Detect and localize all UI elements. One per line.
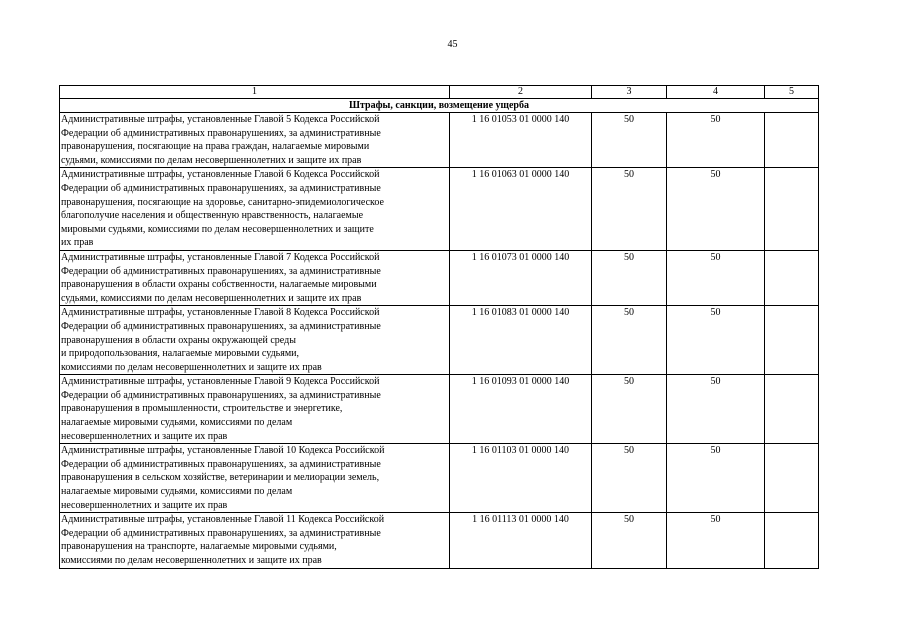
table-row bbox=[60, 113, 819, 168]
description-line: налагаемые мировыми судьями, комиссиями по делам bbox=[61, 486, 293, 498]
value-col4: 50 bbox=[667, 168, 765, 251]
column-header-4: 4 bbox=[667, 86, 765, 99]
value-col3: 50 bbox=[592, 250, 667, 305]
budget-code: 1 16 01073 01 0000 140 bbox=[450, 250, 592, 305]
value-col5 bbox=[765, 306, 819, 375]
description-line: Федерации об административных правонарушениях, за административные bbox=[61, 527, 381, 539]
description-line: Федерации об административных правонарушениях, за административные bbox=[61, 389, 381, 401]
value-col4: 50 bbox=[667, 513, 765, 568]
budget-code: 1 16 01063 01 0000 140 bbox=[450, 168, 592, 251]
budget-code: 1 16 01113 01 0000 140 bbox=[450, 513, 592, 568]
budget-code: 1 16 01103 01 0000 140 bbox=[450, 444, 592, 513]
budget-code: 1 16 01053 01 0000 140 bbox=[450, 113, 592, 168]
description-line: судьями, комиссиями по делам несовершеннолетних и защите их прав bbox=[61, 154, 362, 166]
column-header-1: 1 bbox=[60, 86, 450, 99]
budget-code: 1 16 01093 01 0000 140 bbox=[450, 375, 592, 444]
description-line: Федерации об административных правонарушениях, за административные bbox=[61, 320, 381, 332]
column-header-3: 3 bbox=[592, 86, 667, 99]
value-col5 bbox=[765, 513, 819, 568]
description-line: Федерации об административных правонарушениях, за административные bbox=[61, 265, 381, 277]
row-description bbox=[60, 444, 450, 513]
description-line: правонарушения в промышленности, строительстве и энергетике, bbox=[61, 403, 343, 415]
value-col4: 50 bbox=[667, 444, 765, 513]
row-description bbox=[60, 306, 450, 375]
budget-code: 1 16 01083 01 0000 140 bbox=[450, 306, 592, 375]
description-line: несовершеннолетних и защите их прав bbox=[61, 430, 228, 442]
description-line: правонарушения в сельском хозяйстве, ветеринарии и мелиорации земель, bbox=[61, 472, 380, 484]
value-col4: 50 bbox=[667, 113, 765, 168]
value-col3: 50 bbox=[592, 444, 667, 513]
description-line: Административные штрафы, установленные Главой 6 Кодекса Российской bbox=[61, 169, 380, 181]
row-description bbox=[60, 513, 450, 568]
description-line: правонарушения, посягающие на здоровье, санитарно-эпидемиологическое bbox=[61, 196, 384, 208]
value-col4: 50 bbox=[667, 250, 765, 305]
column-number-row bbox=[60, 86, 819, 99]
description-line: их прав bbox=[61, 237, 94, 249]
value-col5 bbox=[765, 444, 819, 513]
description-line: Административные штрафы, установленные Главой 9 Кодекса Российской bbox=[61, 376, 380, 388]
value-col3: 50 bbox=[592, 375, 667, 444]
value-col5 bbox=[765, 113, 819, 168]
budget-table bbox=[59, 85, 819, 569]
row-description bbox=[60, 113, 450, 168]
description-line: налагаемые мировыми судьями, комиссиями по делам bbox=[61, 417, 293, 429]
table-body bbox=[60, 86, 819, 569]
value-col4: 50 bbox=[667, 306, 765, 375]
description-line: правонарушения в области охраны собственности, налагаемые мировыми bbox=[61, 279, 377, 291]
table-row bbox=[60, 375, 819, 444]
description-line: Административные штрафы, установленные Главой 7 Кодекса Российской bbox=[61, 251, 380, 263]
table-row bbox=[60, 444, 819, 513]
description-line: несовершеннолетних и защите их прав bbox=[61, 499, 228, 511]
value-col5 bbox=[765, 250, 819, 305]
description-line: судьями, комиссиями по делам несовершеннолетних и защите их прав bbox=[61, 292, 362, 304]
row-description bbox=[60, 375, 450, 444]
description-line: Административные штрафы, установленные Главой 5 Кодекса Российской bbox=[61, 114, 380, 125]
table-row bbox=[60, 168, 819, 251]
description-line: комиссиями по делам несовершеннолетних и защите их прав bbox=[61, 555, 322, 566]
column-header-5: 5 bbox=[765, 86, 819, 99]
table-row bbox=[60, 513, 819, 568]
value-col3: 50 bbox=[592, 168, 667, 251]
row-description bbox=[60, 250, 450, 305]
description-line: Административные штрафы, установленные Главой 8 Кодекса Российской bbox=[61, 307, 380, 319]
value-col5 bbox=[765, 168, 819, 251]
column-header-2: 2 bbox=[450, 86, 592, 99]
description-line: и природопользования, налагаемые мировыми судьями, bbox=[61, 348, 300, 360]
description-line: комиссиями по делам несовершеннолетних и защите их прав bbox=[61, 361, 322, 373]
description-line: Федерации об административных правонарушениях, за административные bbox=[61, 182, 381, 194]
description-line: мировыми судьями, комиссиями по делам несовершеннолетних и защите bbox=[61, 223, 374, 235]
table-row bbox=[60, 306, 819, 375]
value-col3: 50 bbox=[592, 113, 667, 168]
section-row bbox=[60, 99, 819, 113]
description-line: правонарушения на транспорте, налагаемые мировыми судьями, bbox=[61, 541, 337, 553]
description-line: правонарушения в области охраны окружающей среды bbox=[61, 334, 296, 346]
page-number: 45 bbox=[447, 39, 458, 50]
description-line: правонарушения, посягающие на права граждан, налагаемые мировыми bbox=[61, 141, 370, 153]
value-col5 bbox=[765, 375, 819, 444]
description-line: Административные штрафы, установленные Главой 11 Кодекса Российской bbox=[61, 514, 385, 526]
table-row bbox=[60, 250, 819, 305]
section-title: Штрафы, санкции, возмещение ущерба bbox=[60, 99, 819, 113]
value-col4: 50 bbox=[667, 375, 765, 444]
description-line: благополучие населения и общественную нравственность, налагаемые bbox=[61, 210, 364, 222]
row-description bbox=[60, 168, 450, 251]
description-line: Федерации об административных правонарушениях, за административные bbox=[61, 127, 381, 139]
description-line: Федерации об административных правонарушениях, за административные bbox=[61, 458, 381, 470]
value-col3: 50 bbox=[592, 513, 667, 568]
value-col3: 50 bbox=[592, 306, 667, 375]
description-line: Административные штрафы, установленные Главой 10 Кодекса Российской bbox=[61, 445, 385, 457]
